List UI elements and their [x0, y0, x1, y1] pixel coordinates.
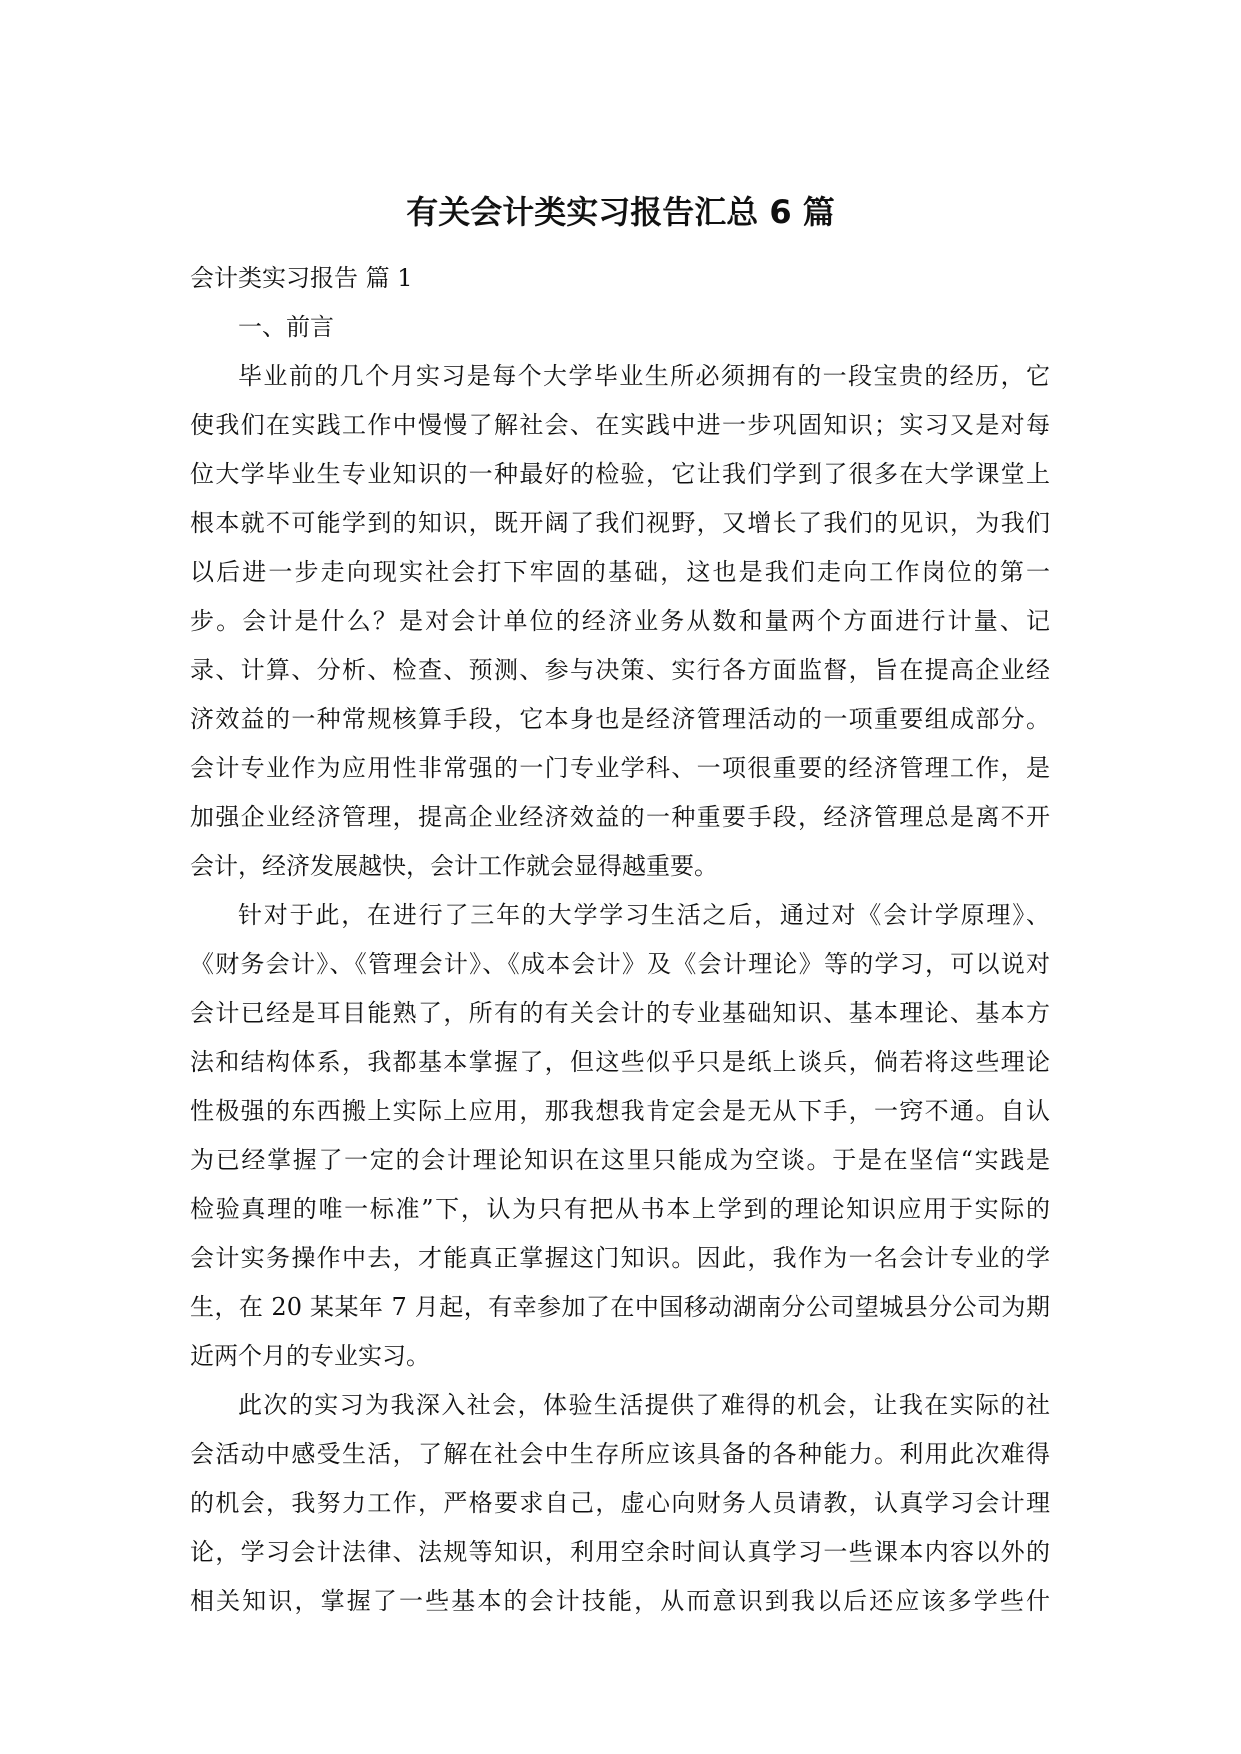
paragraph-line: 会计已经是耳目能熟了，所有的有关会计的专业基础知识、基本理论、基本方: [190, 999, 1050, 1027]
paragraph-line: 根本就不可能学到的知识，既开阔了我们视野，又增长了我们的见识，为我们: [190, 509, 1050, 537]
paragraph-line: 会计专业作为应用性非常强的一门专业学科、一项很重要的经济管理工作，是: [190, 754, 1050, 782]
paragraph-line: 《财务会计》、《管理会计》、《成本会计》及《会计理论》等的学习，可以说对: [190, 950, 1050, 978]
paragraph-line: 相关知识，掌握了一些基本的会计技能，从而意识到我以后还应该多学些什: [190, 1587, 1050, 1615]
document-body: [190, 254, 1050, 1626]
paragraph-line: 加强企业经济管理，提高企业经济效益的一种重要手段，经济管理总是离不开: [190, 803, 1050, 831]
section-heading: 会计类实习报告 篇 1: [190, 264, 413, 292]
paragraph-line: 检验真理的唯一标准”下，认为只有把从书本上学到的理论知识应用于实际的: [190, 1195, 1050, 1223]
paragraph-line: 以后进一步走向现实社会打下牢固的基础，这也是我们走向工作岗位的第一: [190, 558, 1050, 586]
paragraph-2: [190, 891, 1050, 1381]
paragraph-line: 会活动中感受生活，了解在社会中生存所应该具备的各种能力。利用此次难得: [190, 1440, 1050, 1468]
paragraph-line: 会计，经济发展越快，会计工作就会显得越重要。: [190, 852, 718, 880]
paragraph-line: 毕业前的几个月实习是每个大学毕业生所必须拥有的一段宝贵的经历，它: [238, 362, 1050, 390]
paragraph-line: 济效益的一种常规核算手段，它本身也是经济管理活动的一项重要组成部分。: [190, 705, 1050, 733]
paragraph-line: 性极强的东西搬上实际上应用，那我想我肯定会是无从下手，一窍不通。自认: [190, 1097, 1050, 1125]
document-title: 有关会计类实习报告汇总 6 篇: [406, 193, 835, 231]
subheading: 一、前言: [238, 313, 334, 341]
paragraph-line: 的机会，我努力工作，严格要求自己，虚心向财务人员请教，认真学习会计理: [190, 1489, 1050, 1517]
paragraph-line: 为已经掌握了一定的会计理论知识在这里只能成为空谈。于是在坚信“实践是: [190, 1146, 1050, 1174]
paragraph-line: 法和结构体系，我都基本掌握了，但这些似乎只是纸上谈兵，倘若将这些理论: [190, 1048, 1050, 1076]
paragraph-line: 使我们在实践工作中慢慢了解社会、在实践中进一步巩固知识；实习又是对每: [190, 411, 1050, 439]
paragraph-3: [190, 1381, 1050, 1626]
paragraph-line: 论，学习会计法律、法规等知识，利用空余时间认真学习一些课本内容以外的: [190, 1538, 1050, 1566]
paragraph-line: 针对于此，在进行了三年的大学学习生活之后，通过对《会计学原理》、: [238, 901, 1050, 929]
paragraph-line: 步。会计是什么？是对会计单位的经济业务从数和量两个方面进行计量、记: [190, 607, 1050, 635]
paragraph-line: 近两个月的专业实习。: [190, 1342, 430, 1370]
paragraph-line: 录、计算、分析、检查、预测、参与决策、实行各方面监督，旨在提高企业经: [190, 656, 1050, 684]
paragraph-line: 位大学毕业生专业知识的一种最好的检验，它让我们学到了很多在大学课堂上: [190, 460, 1050, 488]
paragraph-line: 生，在 20 某某年 7 月起，有幸参加了在中国移动湖南分公司望城县分公司为期: [190, 1293, 1050, 1321]
paragraph-1: [190, 352, 1050, 891]
paragraph-line: 此次的实习为我深入社会，体验生活提供了难得的机会，让我在实际的社: [238, 1391, 1050, 1419]
paragraph-line: 会计实务操作中去，才能真正掌握这门知识。因此，我作为一名会计专业的学: [190, 1244, 1050, 1272]
